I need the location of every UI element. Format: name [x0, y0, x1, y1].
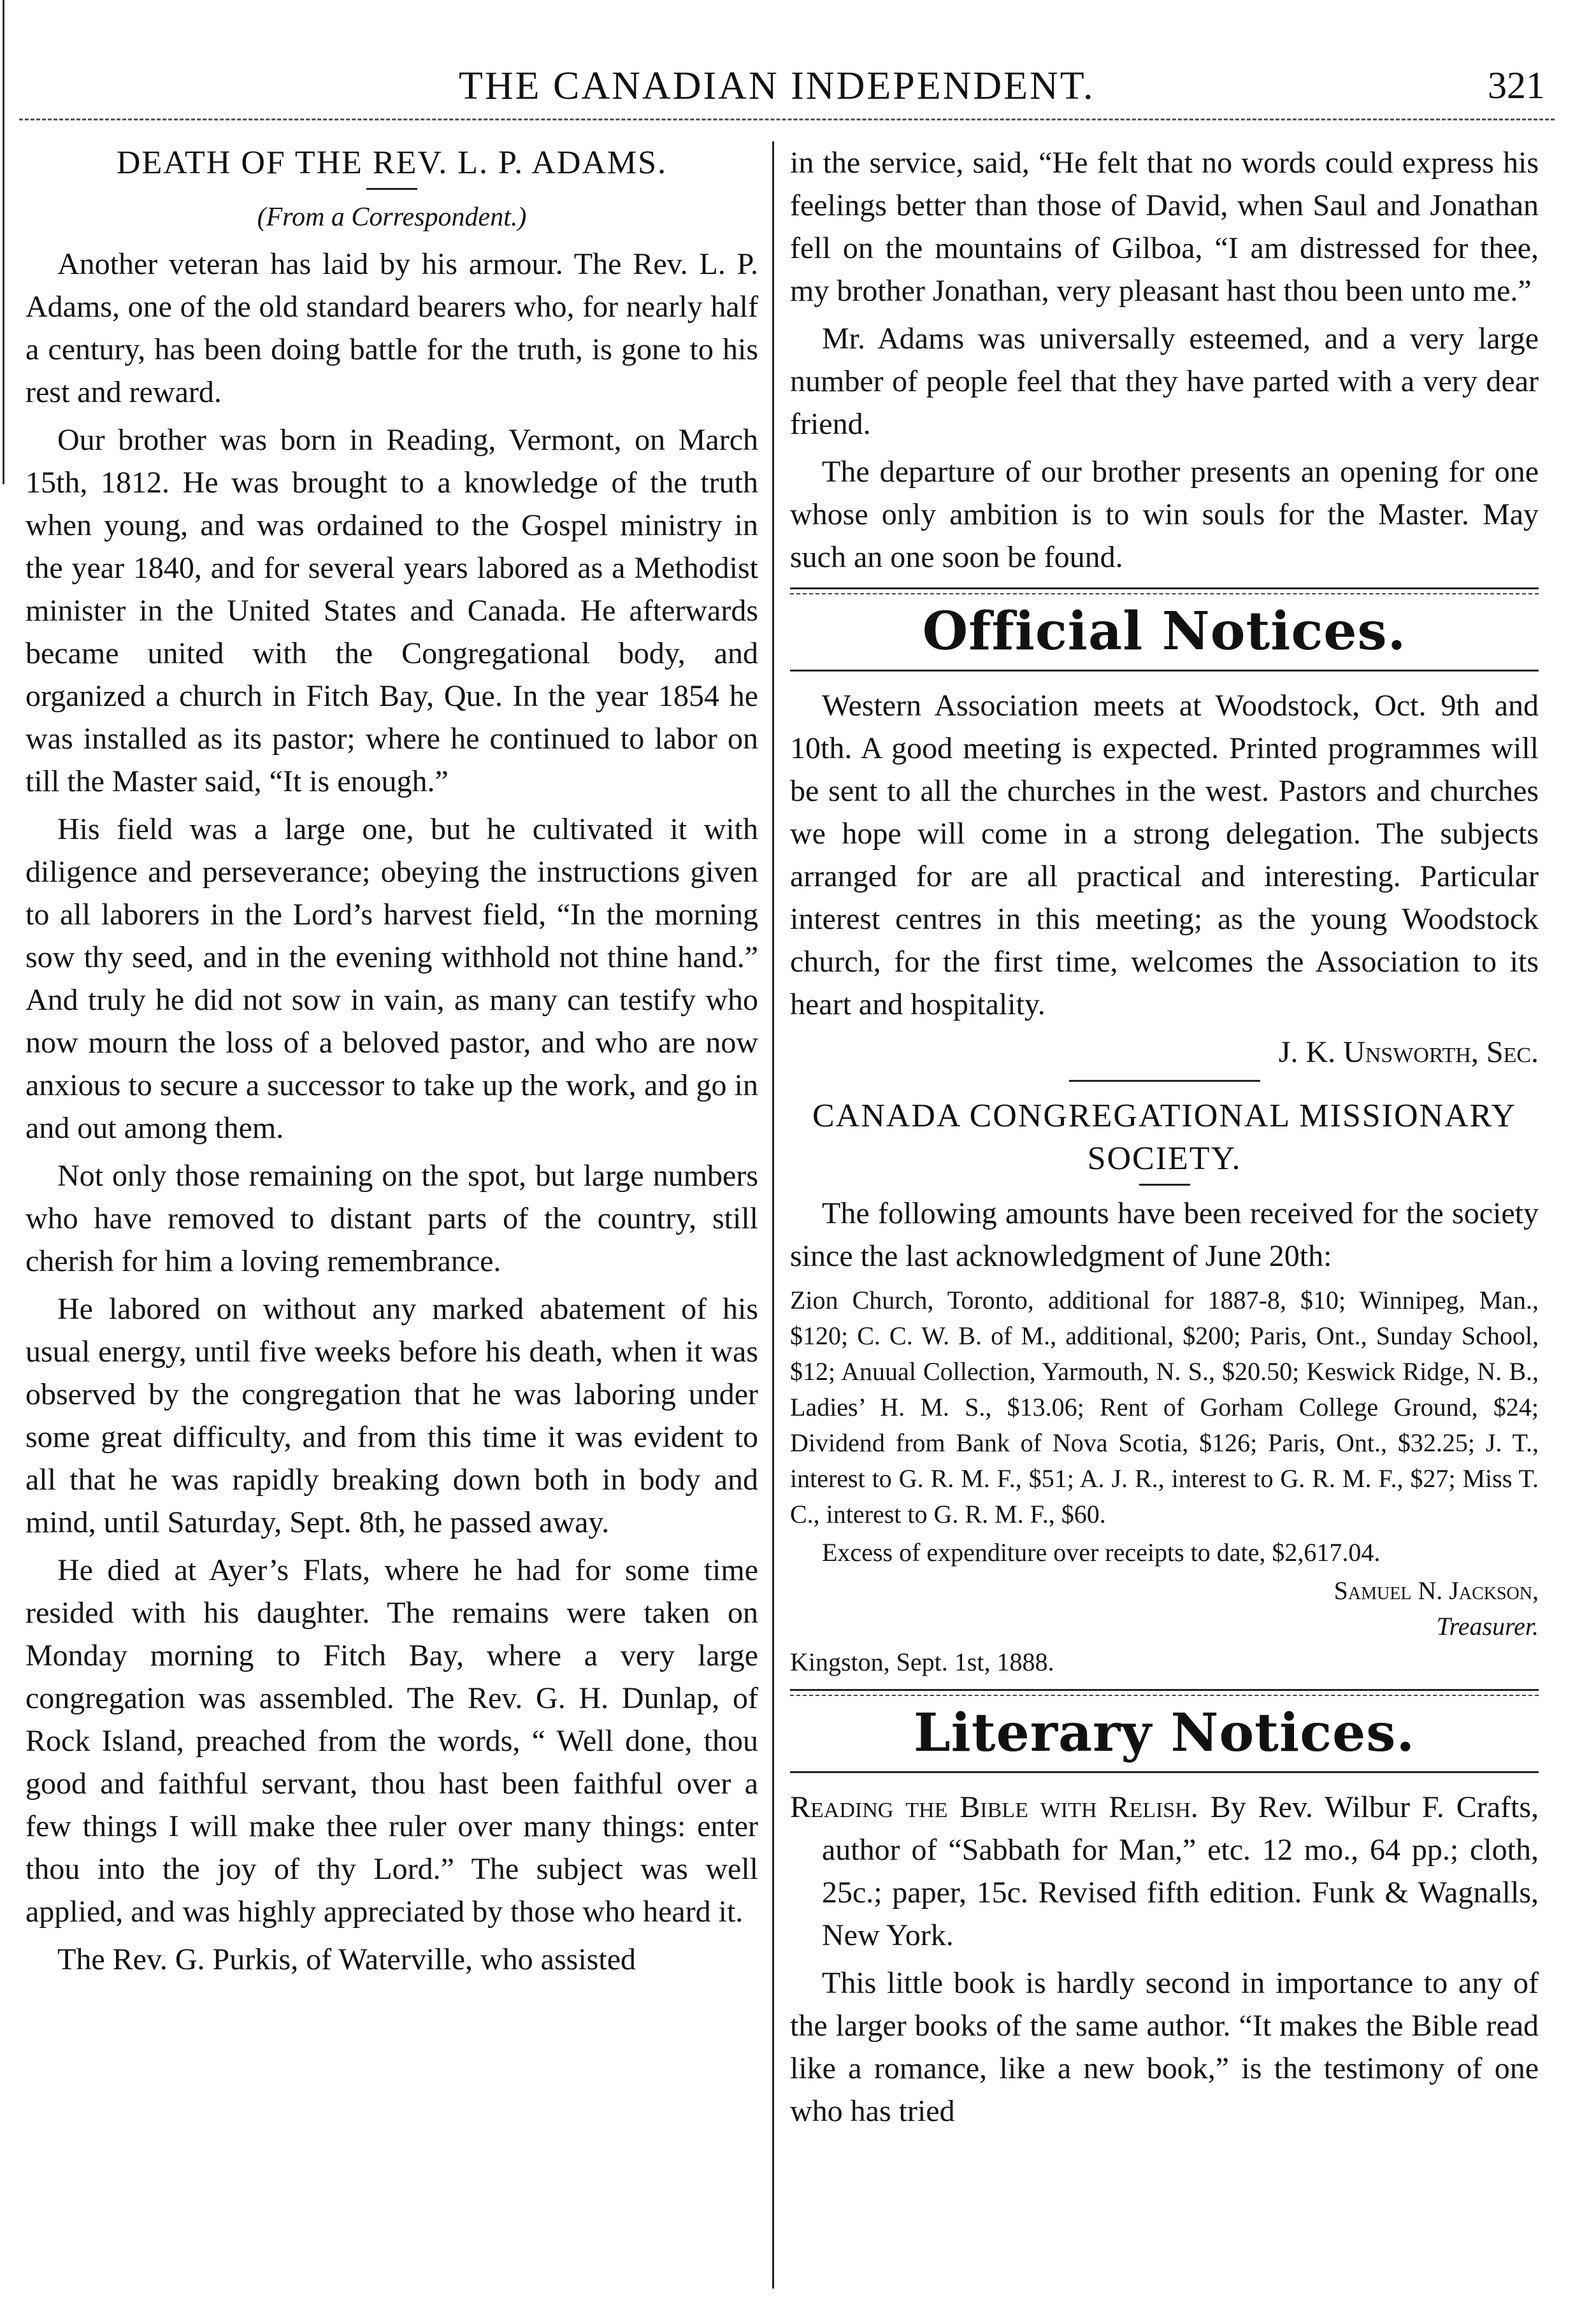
- page-number: 321: [1488, 64, 1545, 106]
- section-rule: [790, 587, 1539, 594]
- obituary-paragraph: The Rev. G. Purkis, of Waterville, who assisted: [57, 1943, 636, 1976]
- page-header: [0, 64, 1596, 134]
- society-signature-name: Samuel N. Jackson,: [1334, 1576, 1539, 1605]
- missionary-society-heading: CANADA CONGREGATIONAL MISSIONARY SOCIETY.: [812, 1098, 1516, 1177]
- publication-title: THE CANADIAN INDEPENDENT.: [459, 64, 1095, 108]
- section-rule: [790, 1771, 1539, 1773]
- heading-rule: [1139, 1184, 1190, 1186]
- obituary-byline: (From a Correspondent.): [257, 203, 527, 232]
- literary-entry: [790, 1786, 1539, 1957]
- obituary-paragraph: The departure of our brother presents an opening for one whose only ambition is to win souls for the Master. May such an one soon be found.: [790, 455, 1539, 574]
- society-place-date: Kingston, Sept. 1st, 1888.: [790, 1648, 1054, 1676]
- left-column: [25, 141, 758, 1986]
- official-notice-text: Western Association meets at Woodstock, Oct. 9th and 10th. A good meeting is expected. Printed programmes will be sent to all the churches in the west. Pastors and churches we hope will come in a strong delegation. The subjects arranged for are all practical and interesting. Particular interest centres in this meeting; as the young Woodstock church, for the first time, welcomes the Association to its heart and hospitality.: [790, 689, 1539, 1021]
- heading-rule: [366, 188, 417, 190]
- society-excess: Excess of expenditure over receipts to date, $2,617.04.: [822, 1538, 1381, 1567]
- column-divider: [772, 141, 774, 2289]
- obituary-paragraph: Not only those remaining on the spot, but large numbers who have removed to distant parts of the country, still cherish for him a loving remembrance.: [25, 1159, 758, 1278]
- obituary-heading: DEATH OF THE REV. L. P. ADAMS.: [116, 145, 668, 181]
- official-notice-signature: J. K. Unsworth, Sec.: [1278, 1035, 1539, 1069]
- obituary-paragraph: He died at Ayer’s Flats, where he had for some time resided with his daughter. The remains were taken on Monday morning to Fitch Bay, where a very large congregation was assembled. The Rev. G. H. Dunlap, of Rock Island, preached from the words, “ Well done, thou good and faithful servant, thou hast been faithful over a few things I will make thee ruler over many things: enter thou into the joy of thy Lord.” The subject was well applied, and was highly appreciated by those who heard it.: [25, 1553, 758, 1929]
- society-intro: The following amounts have been received for the society since the last acknowledgment of June 20th:: [790, 1197, 1539, 1273]
- literary-notices-heading: Literary Notices.: [913, 1702, 1416, 1764]
- section-rule: [790, 670, 1539, 672]
- society-signature-title: Treasurer.: [1436, 1612, 1539, 1641]
- literary-notice-text: This little book is hardly second in importance to any of the larger books of the same author. “It makes the Bible read like a romance, like a new book,” is the testimony of one who has tried: [790, 1966, 1539, 2128]
- obituary-paragraph: He labored on without any marked abatement of his usual energy, until five weeks before his death, when it was observed by the congregation that he was laboring under some great difficulty, and from this time it was evident to all that he was rapidly breaking down both in body and mind, until Saturday, Sept. 8th, he passed away.: [25, 1292, 758, 1539]
- society-amounts: Zion Church, Toronto, additional for 1887-8, $10; Winnipeg, Man., $120; C. C. W. B. of M., additional, $200; Paris, Ont., Sunday School, $12; Anuual Collection, Yarmouth, N. S., $20.50; Keswick Ridge, N. B., Ladies’ H. M. S., $13.06; Rent of Gorham College Ground, $24; Dividend from Bank of Nova Scotia, $126; Paris, Ont., $32.25; J. T., interest to G. R. M. F., $51; A. J. R., interest to G. R. M. F., $27; Miss T. C., interest to G. R. M. F., $60.: [790, 1286, 1539, 1528]
- obituary-paragraph: Mr. Adams was universally esteemed, and a very large number of people feel that they have parted with a very dear friend.: [790, 322, 1539, 441]
- header-rule: [19, 119, 1555, 120]
- official-notices-heading: Official Notices.: [922, 601, 1407, 662]
- left-margin-line: [3, 0, 4, 484]
- section-rule: [790, 1689, 1539, 1696]
- obituary-paragraph: Our brother was born in Reading, Vermont, on March 15th, 1812. He was brought to a knowledge of the truth when young, and was ordained to the Gospel ministry in the year 1840, and for several years labored as a Methodist minister in the United States and Canada. He afterwards became united with the Congregational body, and organized a church in Fitch Bay, Que. In the year 1854 he was installed as its pastor; where he continued to labor on till the Master said, “It is enough.”: [25, 423, 758, 798]
- obituary-paragraph: Another veteran has laid by his armour. The Rev. L. P. Adams, one of the old standard bearers who, for nearly half a century, has been doing battle for the truth, is gone to his rest and reward.: [25, 247, 758, 409]
- literary-entry-title: Reading the Bible with Relish.: [790, 1790, 1198, 1824]
- obituary-continuation: in the service, said, “He felt that no words could express his feelings better than those of David, when Saul and Jonathan fell on the mountains of Gilboa, “I am distressed for thee, my brother Jonathan, very pleasant hast thou been unto me.”: [790, 146, 1539, 308]
- obituary-paragraph: His field was a large one, but he cultivated it with diligence and perseverance; obeying the instructions given to all laborers in the Lord’s harvest field, “In the morning sow thy seed, and in the evening withhold not thine hand.” And truly he did not sow in vain, as many can testify who now mourn the loss of a beloved pastor, and who are now anxious to secure a successor to take up the work, and go in and out among them.: [25, 812, 758, 1145]
- right-column: [790, 141, 1539, 2138]
- literary-entry-details: By Rev. Wilbur F. Crafts, author of “Sabbath for Man,” etc. 12 mo., 64 pp.; cloth, 25c.; paper, 15c. Revised fifth edition. Funk & Wagnalls, New York.: [822, 1790, 1539, 1952]
- section-rule: [1069, 1080, 1260, 1082]
